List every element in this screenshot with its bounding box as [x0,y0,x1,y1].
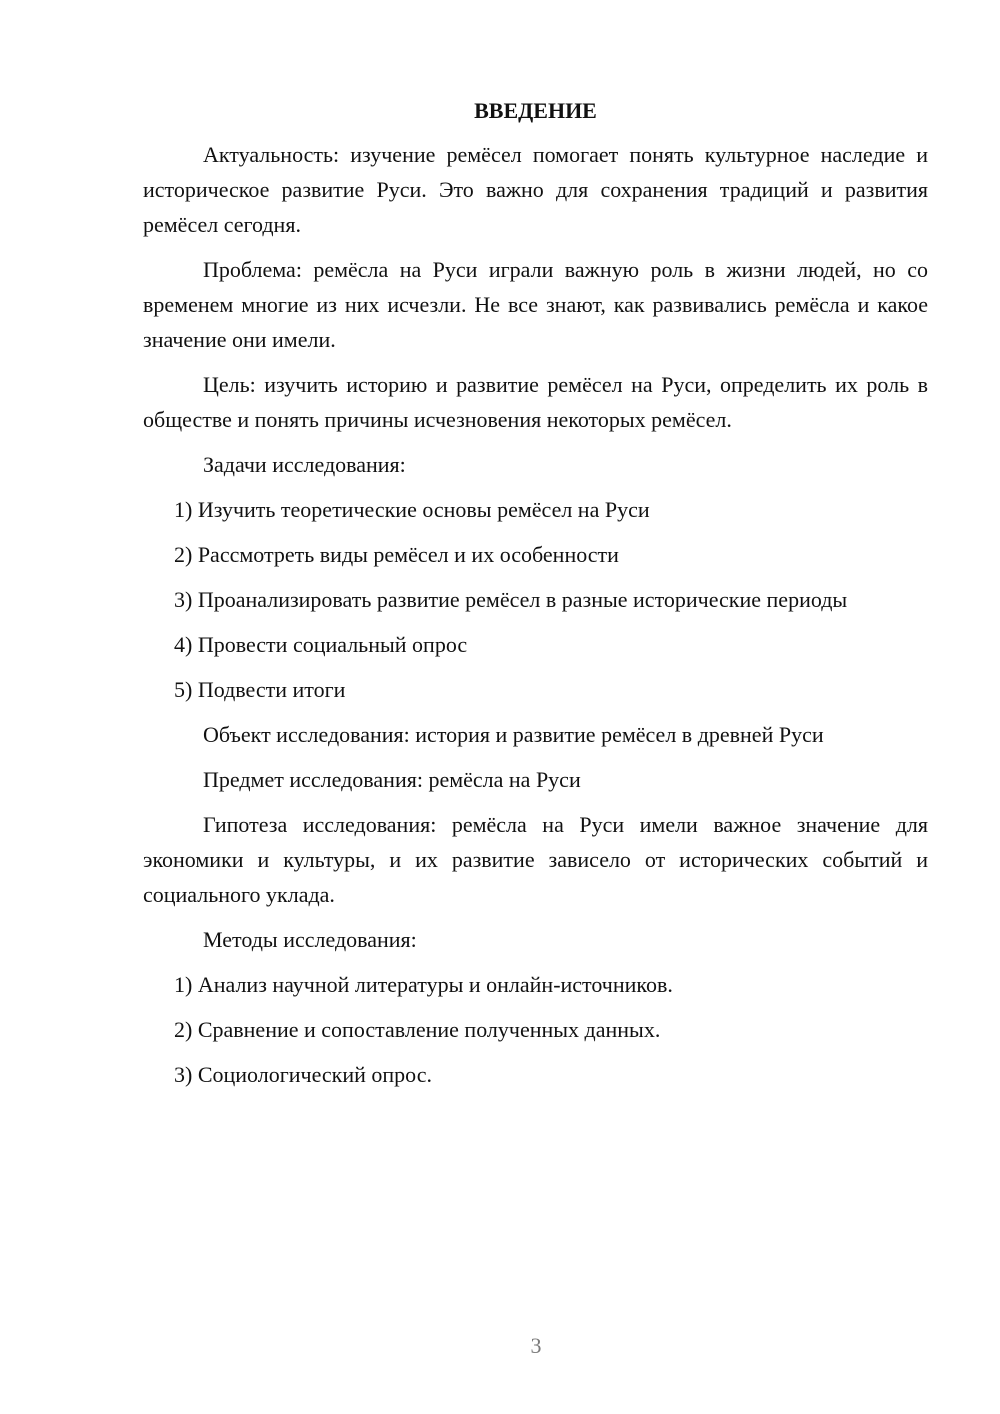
section-title: ВВЕДЕНИЕ [474,98,597,123]
task-item: 4) Провести социальный опрос [174,632,468,657]
method-item: 3) Социологический опрос. [174,1062,432,1087]
method-item: 1) Анализ научной литературы и онлайн-источников. [174,972,673,997]
document-body [143,95,928,1102]
method-item: 2) Сравнение и сопоставление полученных данных. [174,1017,661,1042]
task-item: 5) Подвести итоги [174,677,346,702]
problem-paragraph: Проблема: ремёсла на Руси играли важную роль в жизни людей, но со временем многие из них исчезли. Не все знают, как развивались ремёсла и какое значение они имели. [143,257,928,352]
page-number: 3 [530,1333,542,1358]
task-item: 3) Проанализировать развитие ремёсел в разные исторические периоды [174,587,848,612]
subject-paragraph: Предмет исследования: ремёсла на Руси [203,767,581,792]
task-item: 2) Рассмотреть виды ремёсел и их особенности [174,542,619,567]
task-item: 1) Изучить теоретические основы ремёсел на Руси [174,497,650,522]
relevance-paragraph: Актуальность: изучение ремёсел помогает понять культурное наследие и историческое развитие Руси. Это важно для сохранения традиций и развития ремёсел сегодня. [143,142,928,237]
methods-heading: Методы исследования: [203,927,417,952]
goal-paragraph: Цель: изучить историю и развитие ремёсел на Руси, определить их роль в обществе и понять причины исчезновения некоторых ремёсел. [143,372,928,432]
object-paragraph: Объект исследования: история и развитие ремёсел в древней Руси [203,722,824,747]
tasks-heading: Задачи исследования: [203,452,406,477]
hypothesis-paragraph: Гипотеза исследования: ремёсла на Руси имели важное значение для экономики и культуры, и их развитие зависело от исторических событий и социального уклада. [143,812,928,907]
